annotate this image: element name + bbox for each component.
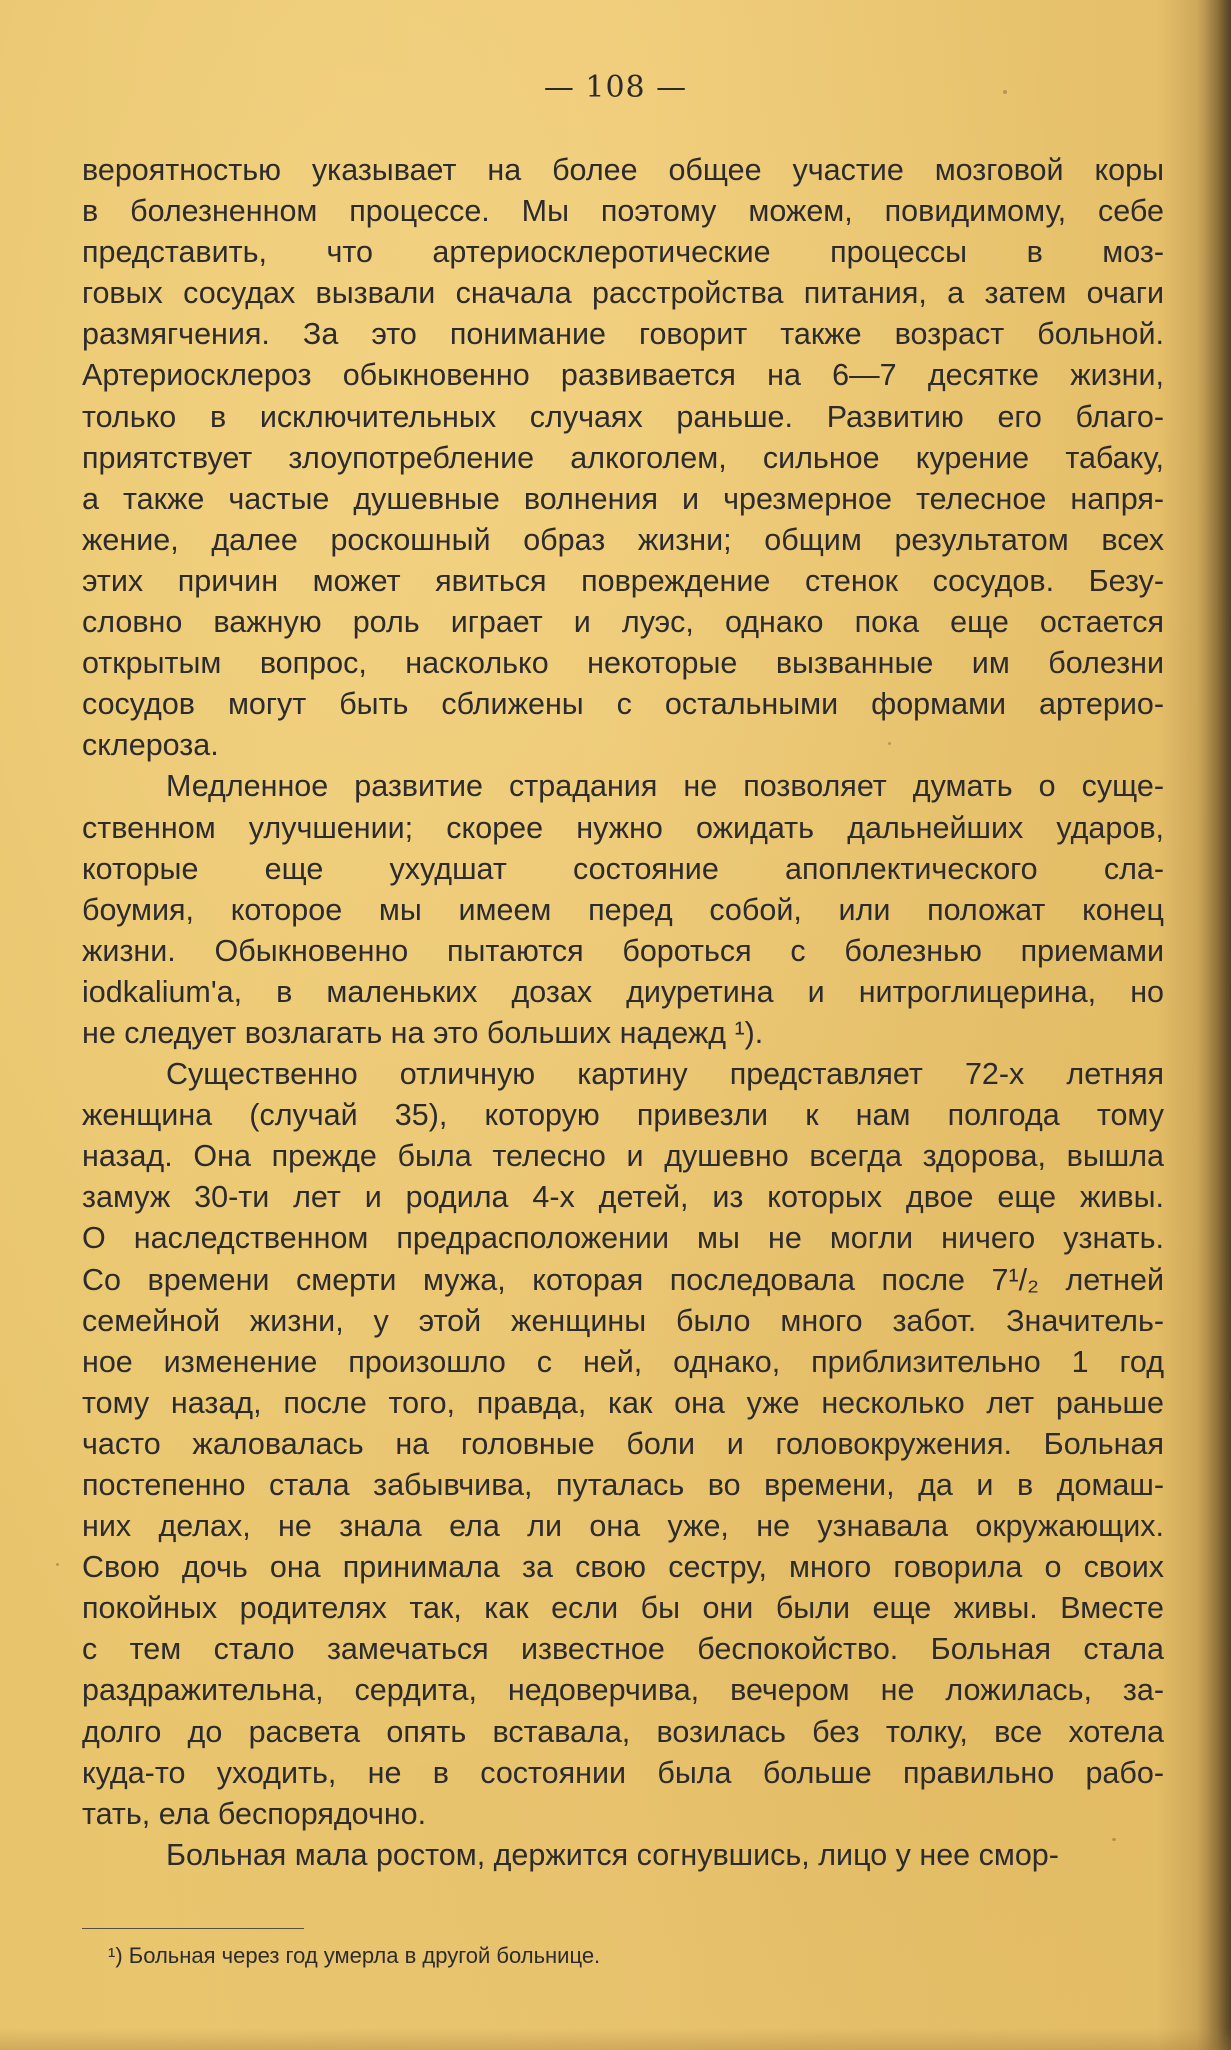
- paragraph: [82, 1054, 1164, 1835]
- text-line: куда-то уходить, не в состоянии была больше правильно рабо-: [82, 1755, 1164, 1790]
- text-line: ственном улучшении; скорее нужно ожидать дальнейших ударов,: [82, 810, 1164, 845]
- text-line: склероза.: [82, 728, 219, 763]
- paragraph: [82, 150, 1164, 766]
- text-line: тому назад, после того, правда, как она уже несколько лет раньше: [82, 1385, 1164, 1420]
- text-line: говых сосудах вызвали сначала расстройства питания, а затем очаги: [82, 276, 1164, 311]
- text-line: тать, ела беспорядочно.: [82, 1796, 427, 1831]
- text-line: ное изменение произошло с ней, однако, приблизительно 1 год: [82, 1344, 1164, 1379]
- text-line: Медленное развитие страдания не позволяет думать о суще-: [166, 769, 1164, 804]
- text-line: семейной жизни, у этой женщины было много забот. Значитель-: [82, 1303, 1164, 1338]
- text-line: не следует возлагать на это больших надежд ¹).: [82, 1015, 764, 1050]
- page-edge-shadow: [1197, 0, 1231, 2050]
- text-line: раздражительна, сердита, недоверчива, вечером не ложилась, за-: [82, 1673, 1164, 1708]
- paper-speck: [888, 742, 891, 745]
- body-text: [82, 150, 1164, 1876]
- text-line: постепенно стала забывчива, путалась во времени, да и в домаш-: [82, 1468, 1164, 1502]
- text-line: О наследственном предрасположении мы не могли ничего узнать.: [82, 1221, 1164, 1256]
- text-line: только в исключительных случаях раньше. Развитию его благо-: [82, 399, 1164, 434]
- footnote-rule: [82, 1928, 304, 1929]
- text-line: а также частые душевные волнения и чрезмерное телесное напря-: [82, 481, 1164, 516]
- text-line: сосудов могут быть сближены с остальными формами артерио-: [82, 687, 1164, 722]
- text-line: Свою дочь она принимала за свою сестру, много говорила о своих: [82, 1550, 1164, 1585]
- paragraph: [82, 1835, 1164, 1876]
- text-line: этих причин может явиться повреждение стенок сосудов. Безу-: [82, 563, 1164, 598]
- text-line: Существенно отличную картину представляет 72-х летняя: [166, 1057, 1164, 1092]
- text-line: замуж 30-ти лет и родила 4-х детей, из которых двое еще живы.: [82, 1180, 1164, 1215]
- text-line: них делах, не знала ела ли она уже, не узнавала окружающих.: [82, 1509, 1164, 1544]
- text-line: долго до расвета опять вставала, возилась без толку, все хотела: [82, 1714, 1164, 1749]
- text-line: жение, далее роскошный образ жизни; общим результатом всех: [82, 522, 1164, 557]
- text-line: iodkalium'a, в маленьких дозах диуретина и нитроглицерина, но: [82, 974, 1164, 1009]
- text-line: покойных родителях так, как если бы они были еще живы. Вместе: [82, 1591, 1164, 1626]
- paragraph: [82, 766, 1164, 1054]
- paper-speck: [1003, 90, 1007, 94]
- text-line: вероятностью указывает на более общее участие мозговой коры: [82, 153, 1164, 187]
- text-line: которые еще ухудшат состояние апоплектического сла-: [82, 851, 1164, 886]
- text-line: Больная мала ростом, держится согнувшись, лицо у нее смор-: [166, 1837, 1059, 1872]
- text-line: приятствует злоупотребление алкоголем, сильное курение табаку,: [82, 440, 1164, 475]
- text-line: словно важную роль играет и луэс, однако пока еще остается: [82, 605, 1164, 640]
- text-line: Артериосклероз обыкновенно развивается на 6—7 десятке жизни,: [82, 358, 1164, 393]
- text-line: размягчения. За это понимание говорит также возраст больной.: [82, 317, 1164, 352]
- text-line: женщина (случай 35), которую привезли к нам полгода тому: [82, 1098, 1164, 1133]
- page-bottom-shadow: [0, 2028, 1231, 2050]
- text-line: с тем стало замечаться известное беспокойство. Больная стала: [82, 1632, 1164, 1667]
- text-line: назад. Она прежде была телесно и душевно всегда здорова, вышла: [82, 1139, 1164, 1174]
- paper-speck: [1112, 1838, 1116, 1841]
- text-line: представить, что артериосклеротические процессы в моз-: [82, 235, 1164, 270]
- text-line: Со времени смерти мужа, которая последовала после 7¹/₂ летней: [82, 1262, 1164, 1297]
- text-line: боумия, которое мы имеем перед собой, или положат конец: [82, 892, 1164, 927]
- paper-speck: [56, 1563, 59, 1566]
- footnote: ¹) Больная через год умерла в другой больнице.: [108, 1943, 601, 1968]
- page-number: — 108 —: [543, 70, 688, 105]
- text-line: жизни. Обыкновенно пытаются бороться с болезнью приемами: [82, 933, 1164, 968]
- text-line: часто жаловалась на головные боли и головокружения. Больная: [82, 1426, 1164, 1461]
- text-line: в болезненном процессе. Мы поэтому можем, повидимому, себе: [82, 194, 1164, 229]
- text-line: открытым вопрос, насколько некоторые вызванные им болезни: [82, 646, 1164, 681]
